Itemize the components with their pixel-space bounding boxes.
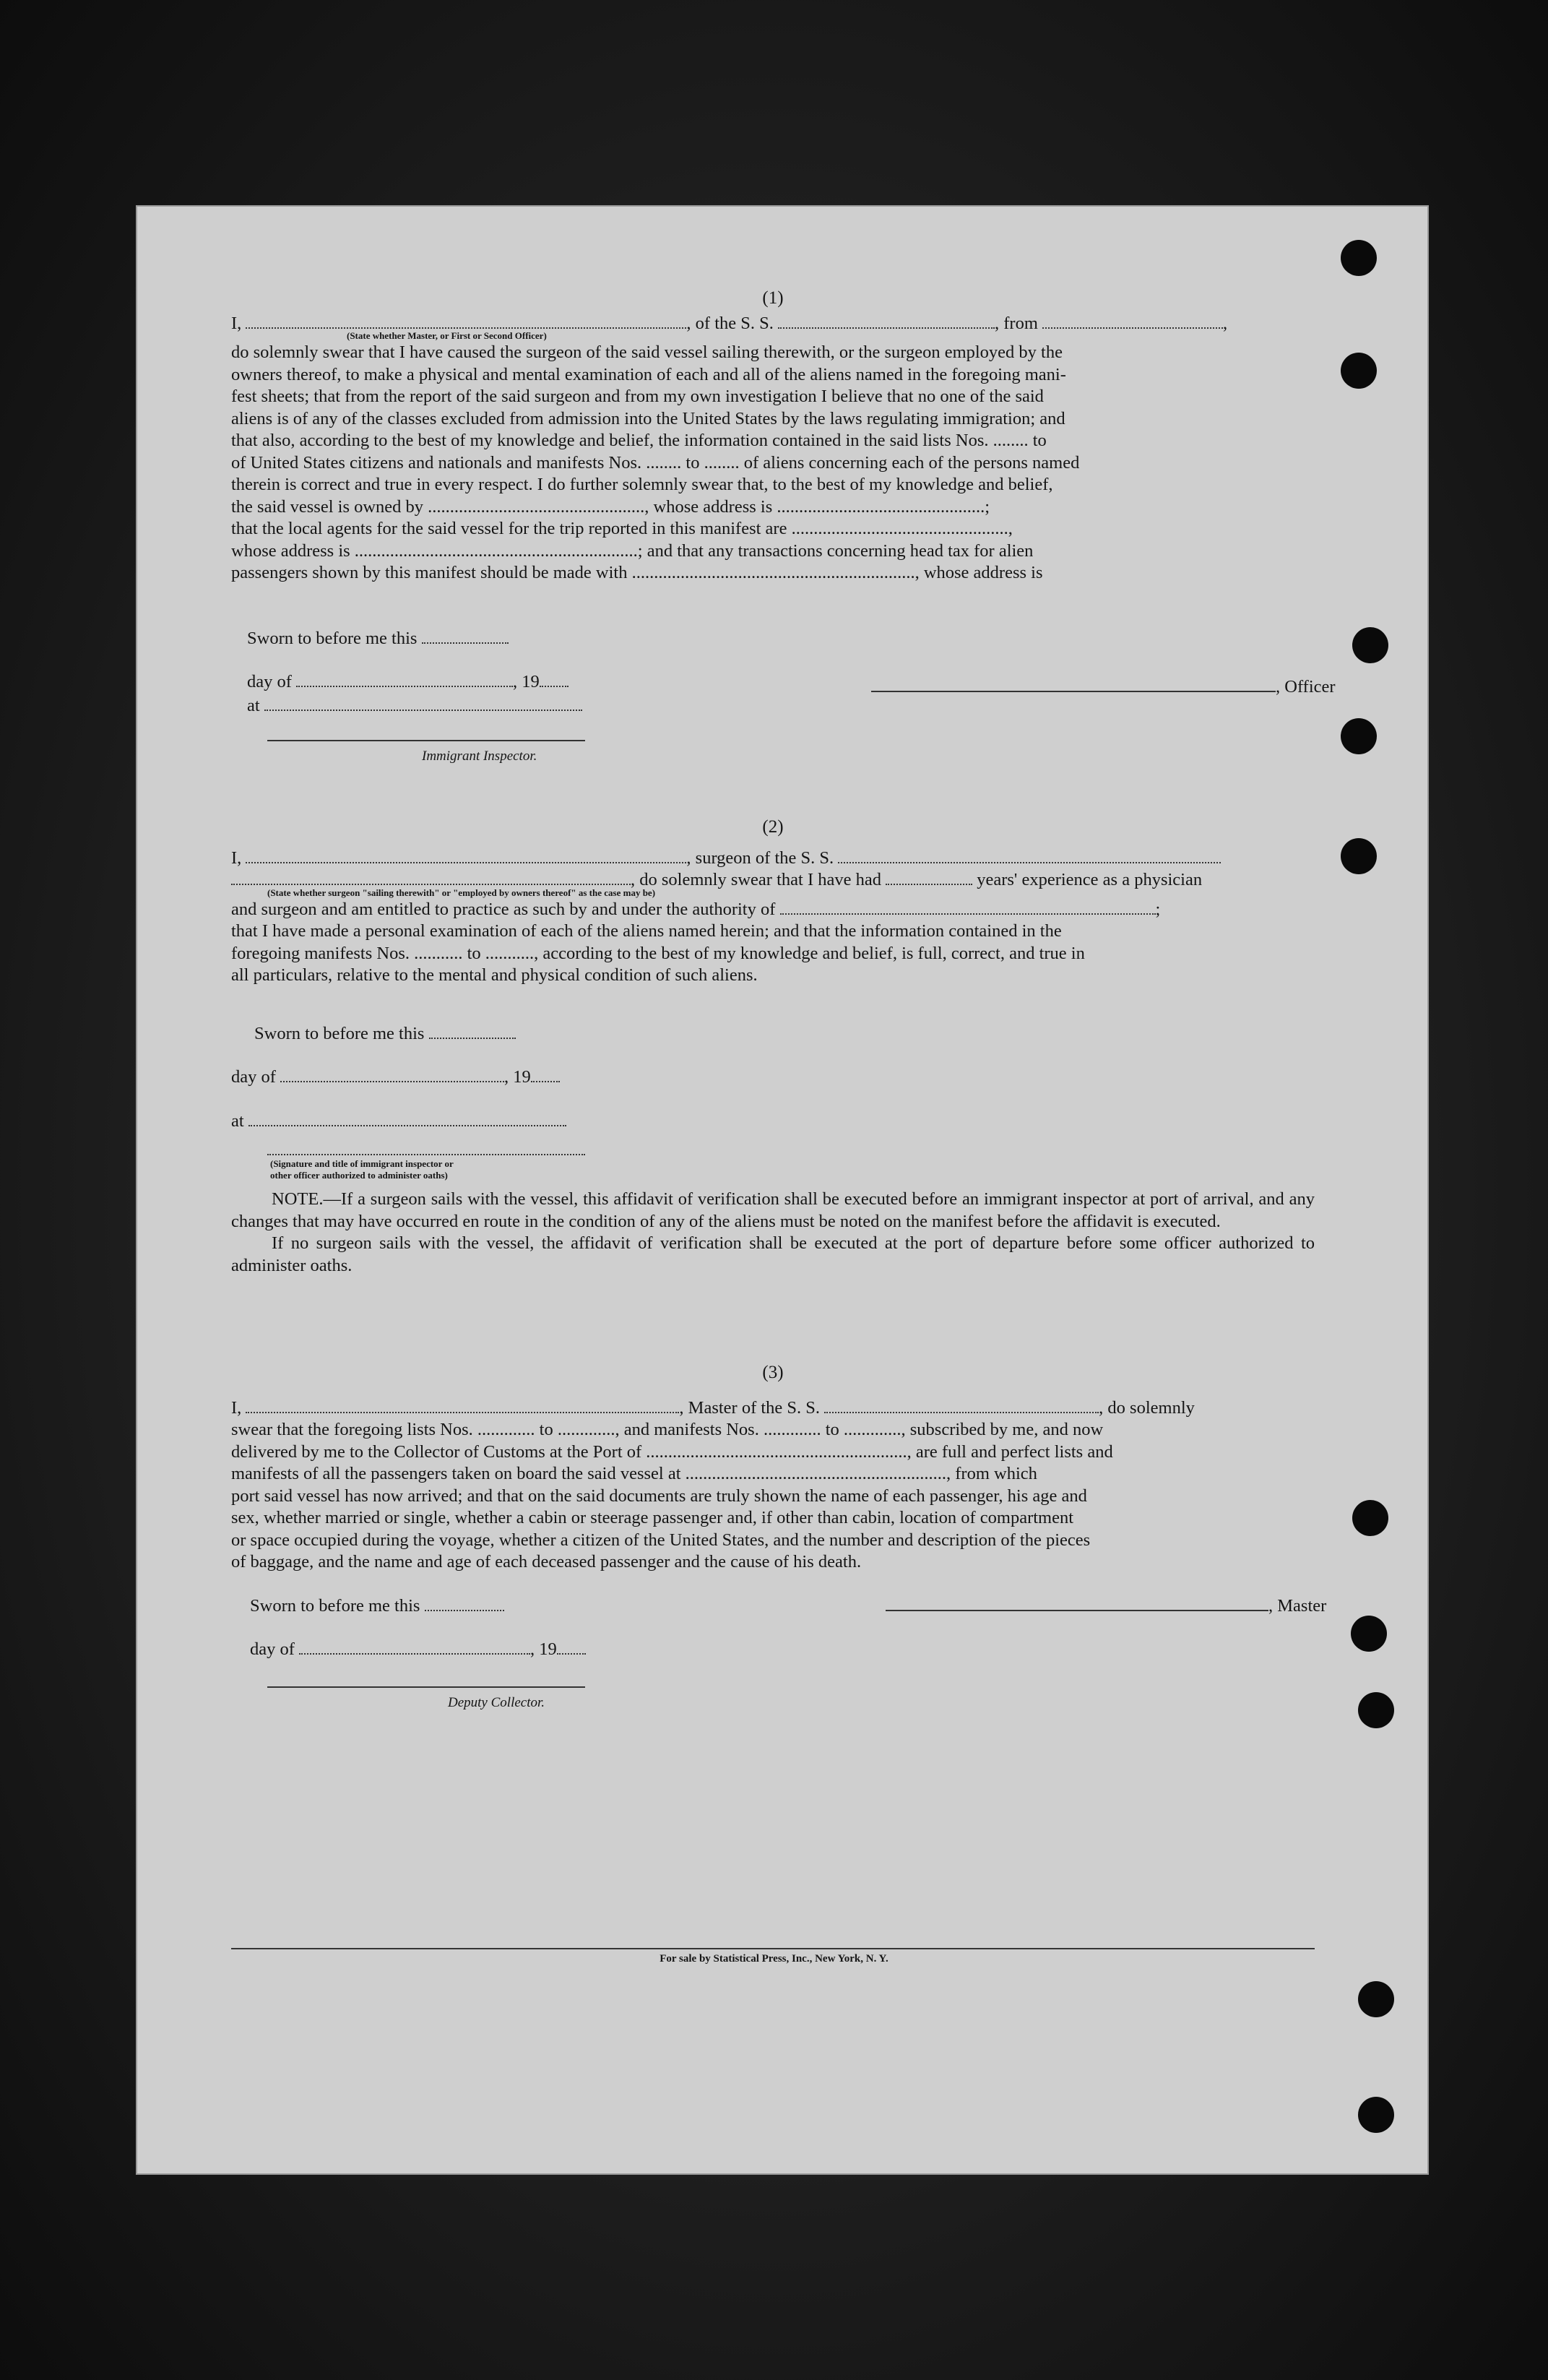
section-3-day-line bbox=[250, 1639, 1315, 1661]
ship-name-field[interactable] bbox=[778, 313, 995, 329]
master-name-field[interactable] bbox=[246, 1397, 679, 1413]
section-1-text-line: aliens is of any of the classes excluded from admission into the United States by the laws regulating immigration; and bbox=[231, 408, 1065, 428]
section-2-paragraph bbox=[231, 899, 1315, 987]
officer-label: , Officer bbox=[1276, 676, 1336, 697]
punch-hole bbox=[1352, 1500, 1388, 1536]
sworn-label: Sworn to before me this bbox=[250, 1595, 420, 1616]
section-3-text-line: sex, whether married or single, whether a cabin or steerage passenger and, if other than cabin, location of compartment bbox=[231, 1508, 1074, 1527]
section-1-sworn-line bbox=[247, 628, 1315, 650]
footer-rule bbox=[231, 1948, 1315, 1949]
day-field[interactable] bbox=[299, 1639, 530, 1655]
officer-rank-note: (State whether Master, or First or Second Officer) bbox=[347, 330, 547, 341]
section-1-text-line: do solemnly swear that I have caused the surgeon of the said vessel sailing therewith, or the surgeon employed by the bbox=[231, 342, 1063, 362]
section-2-day-line bbox=[231, 1066, 1315, 1089]
at-label: at bbox=[231, 1111, 244, 1131]
section-1-text-line: of United States citizens and nationals and manifests Nos. ........ to ........ of aliens concerning each of the persons named bbox=[231, 452, 1080, 473]
section-3-opening-line bbox=[231, 1397, 1315, 1420]
section-3-i: I, bbox=[231, 1397, 242, 1418]
surgeon-name-field[interactable] bbox=[246, 848, 686, 863]
collector-signature-field[interactable] bbox=[267, 1686, 585, 1688]
section-3-sworn-line bbox=[250, 1595, 1327, 1618]
section-1-text-line: the said vessel is owned by ................................................., whose address is ...............................................; bbox=[231, 496, 990, 517]
authority-field[interactable] bbox=[780, 899, 1156, 915]
years-experience-field[interactable] bbox=[886, 869, 972, 885]
year-label: , 19 bbox=[530, 1639, 557, 1659]
section-3-text-line: swear that the foregoing lists Nos. ............. to ............., and manifests Nos. ............. to ............., subscribed by me, and now bbox=[231, 1420, 1104, 1439]
officer-name-field[interactable] bbox=[246, 313, 686, 329]
section-2-second-line bbox=[231, 869, 1315, 892]
authority-text: and surgeon and am entitled to practice as such by and under the authority of bbox=[231, 899, 776, 919]
master-ship-field[interactable] bbox=[824, 1397, 1099, 1413]
section-1-i: I, bbox=[231, 313, 242, 333]
year-label: , 19 bbox=[513, 672, 540, 691]
section-1-text-line: owners thereof, to make a physical and mental examination of each and all of the aliens named in the foregoing mani- bbox=[231, 364, 1066, 384]
at-label: at bbox=[247, 695, 260, 715]
sworn-date-field[interactable] bbox=[425, 1595, 504, 1611]
section-2-i: I, bbox=[231, 848, 242, 868]
surgeon-status-note: (State whether surgeon "sailing therewith" or "employed by owners thereof" as the case may be) bbox=[267, 887, 656, 898]
affidavit-body bbox=[231, 282, 1336, 1715]
port-from-field[interactable] bbox=[1042, 313, 1223, 329]
inspector-signature-field[interactable] bbox=[267, 740, 585, 741]
section-2-number: (2) bbox=[762, 817, 784, 837]
day-label: day of bbox=[231, 1067, 276, 1087]
at-field[interactable] bbox=[248, 1111, 566, 1126]
year-field[interactable] bbox=[557, 1639, 586, 1655]
surgeon-ship-field[interactable] bbox=[838, 848, 1221, 863]
section-1-text-line: fest sheets; that from the report of the said surgeon and from my own investigation I believe that no one of the said bbox=[231, 387, 1044, 406]
punch-hole bbox=[1341, 240, 1377, 276]
punch-hole bbox=[1352, 627, 1388, 663]
section-3-text-line: port said vessel has now arrived; and that on the said documents are truly shown the name of each passenger, his age and bbox=[231, 1486, 1087, 1506]
section-3-swear: , do solemnly bbox=[1099, 1397, 1195, 1418]
section-1-text-line: whose address is ................................................................; and that any transactions concerning head tax for alien bbox=[231, 540, 1034, 561]
punch-hole bbox=[1351, 1616, 1387, 1652]
master-signature-block bbox=[886, 1595, 1326, 1618]
sworn-date-field[interactable] bbox=[429, 1023, 516, 1039]
collector-label: Deputy Collector. bbox=[448, 1695, 545, 1710]
punch-hole bbox=[1341, 838, 1377, 874]
sworn-label: Sworn to before me this bbox=[254, 1023, 425, 1043]
note-no-surgeon: If no surgeon sails with the vessel, the affidavit of verification shall be executed at the port of departure before some officer authorized to administer oaths. bbox=[231, 1233, 1315, 1275]
section-2-text-line: and surgeon and am entitled to practice as such by and under the authority of ; bbox=[231, 899, 1161, 919]
punch-hole bbox=[1341, 353, 1377, 389]
officer-signature-field[interactable] bbox=[871, 676, 1276, 692]
section-1-text-line: that also, according to the best of my knowledge and belief, the information contained in the said lists Nos. ........ to bbox=[231, 431, 1047, 450]
punch-hole bbox=[1358, 2097, 1394, 2133]
section-3-text-line: manifests of all the passengers taken on board the said vessel at ..........................................................., from which bbox=[231, 1464, 1037, 1483]
section-2-years: years' experience as a physician bbox=[977, 870, 1203, 889]
section-1-text-line: passengers shown by this manifest should be made with ................................................................, whose address is bbox=[231, 563, 1043, 582]
section-3-text-line: delivered by me to the Collector of Customs at the Port of ..........................................................., are full and perfect lists and bbox=[231, 1441, 1113, 1462]
master-label: , Master bbox=[1268, 1595, 1327, 1616]
section-3-number: (3) bbox=[762, 1363, 784, 1382]
day-field[interactable] bbox=[296, 671, 513, 687]
sworn-label: Sworn to before me this bbox=[247, 628, 418, 648]
punch-hole bbox=[1358, 1981, 1394, 2017]
section-2-swear: , do solemnly swear that I have had bbox=[631, 870, 881, 889]
year-field[interactable] bbox=[531, 1066, 560, 1082]
signature-note-1: (Signature and title of immigrant inspector or bbox=[270, 1158, 454, 1169]
section-1-opening-line: I, , of the S. S. , from , bbox=[231, 313, 1228, 333]
year-label: , 19 bbox=[504, 1067, 531, 1087]
officer-signature-block bbox=[871, 676, 1336, 699]
section-3-paragraph bbox=[231, 1419, 1315, 1574]
section-2-text-line: foregoing manifests Nos. ........... to ..........., according to the best of my knowledge and belief, is full, correct, and true in bbox=[231, 943, 1085, 963]
section-2-text-line: that I have made a personal examination of each of the aliens named herein; and that the information contained in the bbox=[231, 921, 1062, 941]
year-field[interactable] bbox=[540, 671, 568, 687]
section-1-from: , from bbox=[995, 313, 1038, 333]
section-1-text-line: therein is correct and true in every respect. I do further solemnly swear that, to the best of my knowledge and belief, bbox=[231, 475, 1053, 494]
surgeon-status-field[interactable] bbox=[231, 869, 631, 885]
day-label: day of bbox=[247, 672, 292, 691]
section-1-text-line: that the local agents for the said vessel for the trip reported in this manifest are ................................................., bbox=[231, 519, 1013, 538]
punch-hole bbox=[1358, 1692, 1394, 1728]
punch-hole bbox=[1341, 718, 1377, 754]
day-label: day of bbox=[250, 1639, 295, 1659]
section-2-surgeon-of-ship: , surgeon of the S. S. bbox=[686, 848, 834, 868]
signature-note-2: other officer authorized to administer oaths) bbox=[270, 1170, 448, 1181]
inspector-label: Immigrant Inspector. bbox=[422, 748, 537, 764]
sworn-date-field[interactable] bbox=[422, 628, 509, 644]
at-field[interactable] bbox=[264, 695, 582, 711]
section-2-sworn-line bbox=[254, 1023, 1315, 1045]
note-surgeon-sails: NOTE.—If a surgeon sails with the vessel, this affidavit of verification shall be executed before an immigrant inspector at port of arrival, and any changes that may have occurred en route in the condition of any of the aliens must be noted on the manifest before the affidavit is executed. bbox=[231, 1189, 1315, 1231]
master-signature-field[interactable] bbox=[886, 1595, 1268, 1611]
inspector-signature-field[interactable] bbox=[267, 1154, 585, 1155]
section-3-text-line: or space occupied during the voyage, whether a citizen of the United States, and the number and description of the pieces bbox=[231, 1530, 1091, 1550]
printer-footer: For sale by Statistical Press, Inc., New York, N. Y. bbox=[660, 1953, 888, 1965]
section-1-of-ship: , of the S. S. bbox=[686, 313, 774, 333]
section-3-master-of-ship: , Master of the S. S. bbox=[679, 1397, 821, 1418]
day-field[interactable] bbox=[280, 1066, 504, 1082]
section-1-paragraph bbox=[231, 342, 1315, 585]
section-1-number: (1) bbox=[762, 288, 784, 308]
section-2-opening-line bbox=[231, 848, 1315, 870]
section-2-text-line: all particulars, relative to the mental and physical condition of such aliens. bbox=[231, 965, 758, 985]
section-3-text-line: of baggage, and the name and age of each deceased passenger and the cause of his death. bbox=[231, 1552, 862, 1571]
section-2-at-line bbox=[231, 1111, 1315, 1133]
